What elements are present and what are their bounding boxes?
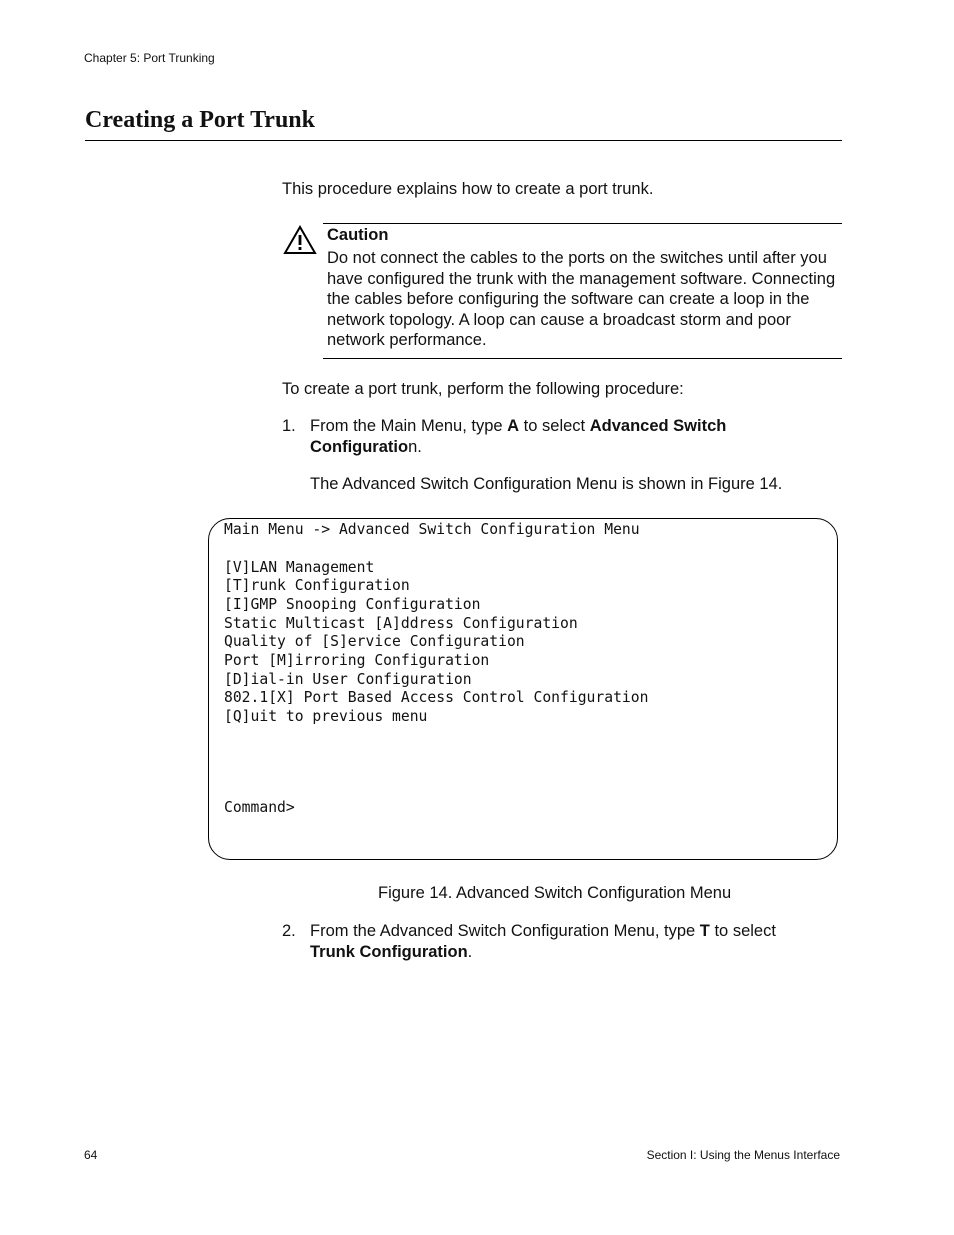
terminal-menu-item: [Q]uit to previous menu xyxy=(224,708,428,725)
warning-triangle-icon xyxy=(283,225,317,255)
terminal-menu-item: Quality of [S]ervice Configuration xyxy=(224,633,525,650)
step-1-note: The Advanced Switch Configuration Menu is shown in Figure 14. xyxy=(310,475,783,493)
terminal-command-prompt: Command> xyxy=(224,799,295,816)
footer-section: Section I: Using the Menus Interface xyxy=(646,1148,840,1162)
intro-paragraph: This procedure explains how to create a port trunk. xyxy=(282,180,654,198)
caution-bottom-divider xyxy=(323,358,842,359)
terminal-menu-item: [D]ial-in User Configuration xyxy=(224,671,472,688)
running-header: Chapter 5: Port Trunking xyxy=(84,51,215,65)
title-divider xyxy=(85,140,842,141)
terminal-menu-item: Port [M]irroring Configuration xyxy=(224,652,490,669)
caution-heading: Caution xyxy=(327,226,389,244)
caution-top-divider xyxy=(323,223,842,224)
terminal-menu-item: [T]runk Configuration xyxy=(224,577,410,594)
terminal-menu-item: 802.1[X] Port Based Access Control Configuration xyxy=(224,689,649,706)
page-title: Creating a Port Trunk xyxy=(85,107,316,133)
step-number: 2. xyxy=(282,922,296,940)
terminal-breadcrumb: Main Menu -> Advanced Switch Configuration Menu xyxy=(224,521,640,538)
step-number: 1. xyxy=(282,417,296,435)
procedure-lead: To create a port trunk, perform the following procedure: xyxy=(282,380,684,398)
step-2-text: From the Advanced Switch Configuration Menu, type T to select Trunk Configuration. xyxy=(310,922,776,961)
figure-caption: Figure 14. Advanced Switch Configuration Menu xyxy=(378,884,732,902)
terminal-menu-item: [I]GMP Snooping Configuration xyxy=(224,596,481,613)
page-number: 64 xyxy=(84,1148,98,1162)
caution-text: Do not connect the cables to the ports on the switches until after you have configured the trunk with the management software. Connecting the cables before configuring the software can create a loop in the network topology. A loop can cause a broadcast storm and poor network performance. xyxy=(327,249,836,349)
terminal-menu-item: Static Multicast [A]ddress Configuration xyxy=(224,615,578,632)
step-1-text: From the Main Menu, type A to select Advanced Switch Configuration. xyxy=(310,417,727,456)
terminal-menu-item: [V]LAN Management xyxy=(224,559,375,576)
